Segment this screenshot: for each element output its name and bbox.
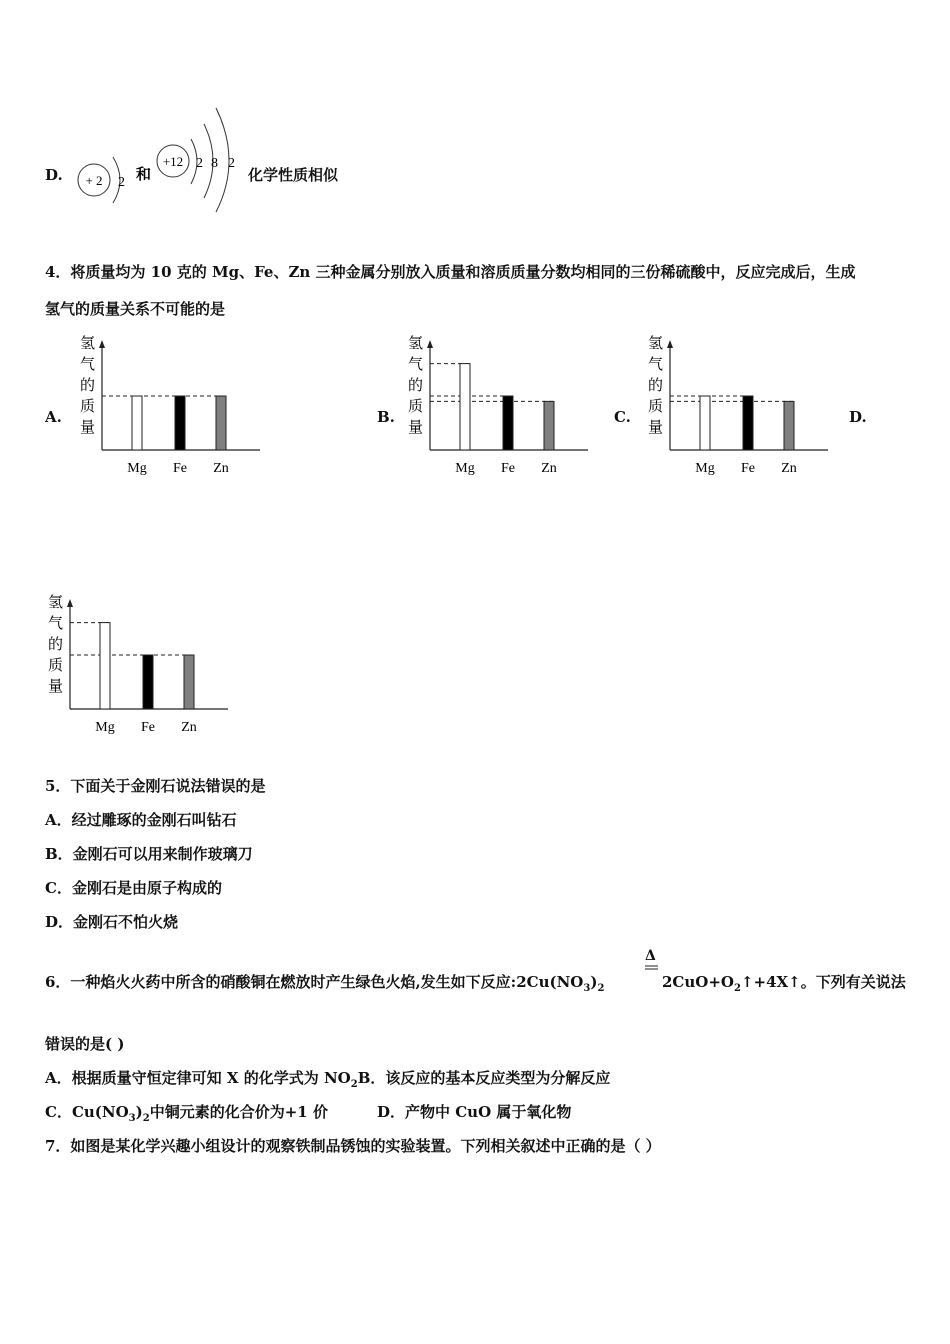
chart-b-xtick-zn: Zn bbox=[541, 461, 557, 476]
q5-stem: 5．下面关于金刚石说法错误的是 bbox=[45, 777, 266, 795]
q4-option-d-letter: D. bbox=[849, 408, 867, 426]
chart-a-ylabel-char: 量 bbox=[80, 418, 96, 436]
atom2-shell-1-count: 2 bbox=[196, 156, 203, 171]
chart-a-ylabel-char: 质 bbox=[80, 397, 96, 415]
chart-b-bar-zn bbox=[544, 401, 554, 450]
q7-stem: 7．如图是某化学兴趣小组设计的观察铁制品锈蚀的实验装置。下列相关叙述中正确的是（ ） bbox=[45, 1137, 661, 1155]
chart-a-ylabel-char: 氢 bbox=[80, 334, 96, 352]
chart-d-y-axis-arrow bbox=[67, 599, 73, 607]
chart-c-xtick-fe: Fe bbox=[741, 461, 755, 476]
q5-option-c: C．金刚石是由原子构成的 bbox=[45, 879, 222, 897]
q4-chart-c bbox=[640, 328, 840, 483]
chart-d-ylabel-char: 气 bbox=[48, 614, 64, 632]
chart-b-ylabel-char: 氢 bbox=[408, 334, 424, 352]
q6-option-a-b: A．根据质量守恒定律可知 X 的化学式为 $NO_2B$．该反应的基本反应类型为分解反应 bbox=[45, 1069, 611, 1090]
atom1-nucleus-label: + 2 bbox=[85, 173, 103, 188]
chart-d-ylabel-char: 量 bbox=[48, 677, 64, 695]
q4-chart-a bbox=[72, 328, 272, 483]
chart-b-xtick-fe: Fe bbox=[501, 461, 515, 476]
chart-c-bar-zn bbox=[784, 401, 794, 450]
q6-option-d: D．产物中 CuO 属于氧化物 bbox=[377, 1103, 572, 1121]
chart-a-bar-mg bbox=[132, 396, 142, 450]
chart-a-ylabel-char: 气 bbox=[80, 355, 96, 373]
chart-b-ylabel-char: 量 bbox=[408, 418, 424, 436]
q4-stem-line2: 氢气的质量关系不可能的是 bbox=[45, 300, 226, 318]
chart-d-ylabel-char: 质 bbox=[48, 656, 64, 674]
chart-b-xtick-mg: Mg bbox=[455, 461, 475, 476]
q4-option-c-letter: C. bbox=[614, 408, 631, 426]
reaction-heat-symbol: Δ bbox=[645, 948, 656, 964]
chart-d-xtick-fe: Fe bbox=[141, 720, 155, 735]
chart-c-ylabel-char: 氢 bbox=[648, 334, 664, 352]
q6-stem-reactant: 6．一种焰火火药中所含的硝酸铜在燃放时产生绿色火焰,发生如下反应$:2Cu(NO_3)_2$ bbox=[45, 973, 605, 994]
chart-d-xtick-mg: Mg bbox=[95, 720, 115, 735]
chart-d-ylabel-char: 的 bbox=[48, 635, 64, 653]
q4-chart-b bbox=[400, 328, 600, 483]
q6-option-c: C．$Cu(NO_3)_2$中铜元素的化合价为+1 价 bbox=[45, 1103, 328, 1124]
q3-option-d-statement: 化学性质相似 bbox=[248, 166, 339, 184]
q5-option-d: D．金刚石不怕火烧 bbox=[45, 913, 179, 931]
q5-option-b: B．金刚石可以用来制作玻璃刀 bbox=[45, 845, 253, 863]
chart-c-y-axis-arrow bbox=[667, 340, 673, 348]
chart-c-bar-mg bbox=[700, 396, 710, 450]
chart-c-ylabel-char: 量 bbox=[648, 418, 664, 436]
atom-structure-diagrams bbox=[70, 100, 250, 215]
q3-connector: 和 bbox=[136, 165, 152, 183]
q6-stem-line2: 错误的是( ) bbox=[45, 1035, 125, 1053]
chart-a-xtick-mg: Mg bbox=[127, 461, 147, 476]
chart-b-ylabel-char: 气 bbox=[408, 355, 424, 373]
q5-option-a: A．经过雕琢的金刚石叫钻石 bbox=[45, 811, 237, 829]
chart-b-bar-mg bbox=[460, 364, 470, 450]
chart-a-xtick-fe: Fe bbox=[173, 461, 187, 476]
chart-b-ylabel-char: 质 bbox=[408, 397, 424, 415]
atom2-shell-2-count: 8 bbox=[211, 156, 218, 171]
chart-b-y-axis-arrow bbox=[427, 340, 433, 348]
atom2-nucleus-label: +12 bbox=[162, 154, 184, 169]
atom1-shell-1-count: 2 bbox=[118, 175, 125, 190]
chart-c-ylabel-char: 质 bbox=[648, 397, 664, 415]
chart-b-ylabel-char: 的 bbox=[408, 376, 424, 394]
q3-option-d-letter: D. bbox=[45, 166, 63, 184]
chart-c-ylabel-char: 气 bbox=[648, 355, 664, 373]
chart-c-xtick-mg: Mg bbox=[695, 461, 715, 476]
chart-c-ylabel-char: 的 bbox=[648, 376, 664, 394]
q6-stem-products: $2CuO+O_2↑+4X↑$。下列有关说法 bbox=[662, 973, 906, 994]
chart-d-bar-zn bbox=[184, 655, 194, 709]
chart-d-xtick-zn: Zn bbox=[181, 720, 197, 735]
chart-c-bar-fe bbox=[743, 396, 753, 450]
chart-d-ylabel-char: 氢 bbox=[48, 593, 64, 611]
chart-a-xtick-zn: Zn bbox=[213, 461, 229, 476]
chart-a-ylabel-char: 的 bbox=[80, 376, 96, 394]
chart-a-bar-zn bbox=[216, 396, 226, 450]
q4-option-a-letter: A. bbox=[45, 408, 62, 426]
chart-a-bar-fe bbox=[175, 396, 185, 450]
chart-b-bar-fe bbox=[503, 396, 513, 450]
q4-chart-d bbox=[40, 587, 240, 742]
atom2-shell-3-count: 2 bbox=[228, 156, 235, 171]
reaction-equals-sign bbox=[645, 965, 659, 971]
chart-d-bar-fe bbox=[143, 655, 153, 709]
chart-c-xtick-zn: Zn bbox=[781, 461, 797, 476]
chart-d-bar-mg bbox=[100, 623, 110, 709]
q4-option-b-letter: B. bbox=[377, 408, 395, 426]
chart-a-y-axis-arrow bbox=[99, 340, 105, 348]
q4-stem-line1: 4．将质量均为 10 克的 Mg、Fe、Zn 三种金属分别放入质量和溶质质量分数均相同的三份稀硫酸中，反应完成后，生成 bbox=[45, 263, 856, 281]
